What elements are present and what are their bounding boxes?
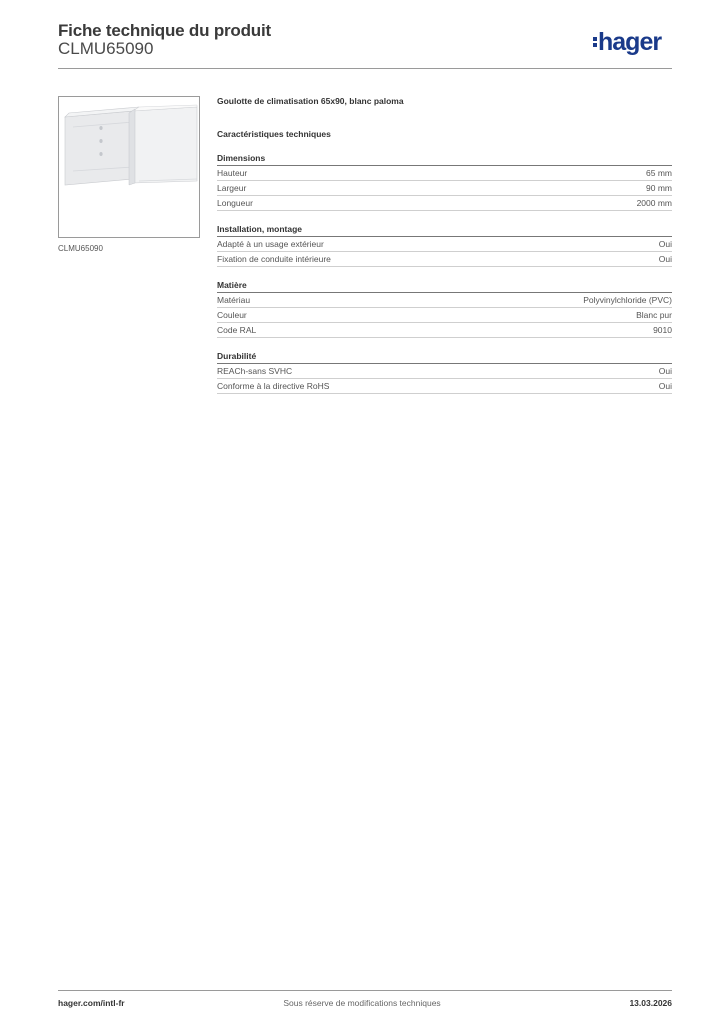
spec-label: Fixation de conduite intérieure (217, 254, 331, 264)
spec-row (217, 323, 672, 338)
spec-label: Adapté à un usage extérieur (217, 239, 324, 249)
section-title: Dimensions (217, 153, 672, 166)
footer-notice: Sous réserve de modifications techniques (283, 998, 441, 1008)
spec-row (217, 196, 672, 211)
website-link[interactable]: hager.com/intl-fr (58, 998, 125, 1008)
spec-label: Hauteur (217, 168, 248, 178)
spec-value: Oui (658, 381, 672, 391)
product-image (58, 96, 200, 238)
spec-row (217, 293, 672, 308)
spec-row (217, 308, 672, 323)
spec-value: Oui (658, 366, 672, 376)
hager-logo (593, 27, 661, 57)
technical-characteristics-heading: Caractéristiques techniques (217, 129, 331, 139)
product-description: Goulotte de climatisation 65x90, blanc paloma (217, 96, 404, 106)
section-durability (217, 351, 672, 394)
document-date: 13.03.2026 (629, 998, 672, 1008)
spec-row (217, 379, 672, 394)
section-title: Matière (217, 280, 672, 293)
spec-value: Oui (658, 254, 672, 264)
spec-value: 2000 mm (636, 198, 672, 208)
spec-label: Conforme à la directive RoHS (217, 381, 330, 391)
spec-label: Matériau (217, 295, 251, 305)
spec-label: Longueur (217, 198, 253, 208)
spec-value: 90 mm (646, 183, 672, 193)
document-title: Fiche technique du produit (58, 21, 271, 40)
product-details (217, 96, 672, 394)
spec-value: 65 mm (646, 168, 672, 178)
spec-row (217, 181, 672, 196)
logo-dots-icon (593, 36, 597, 48)
product-reference: CLMU65090 (58, 39, 154, 58)
spec-label: Largeur (217, 183, 247, 193)
spec-value: Oui (658, 239, 672, 249)
spec-row (217, 237, 672, 252)
spec-row (217, 166, 672, 181)
spec-value: Polyvinylchloride (PVC) (583, 295, 672, 305)
cable-duct-picture (59, 97, 199, 237)
spec-value: 9010 (653, 325, 672, 335)
spec-label: Code RAL (217, 325, 257, 335)
image-caption: CLMU65090 (58, 244, 103, 253)
section-installation (217, 224, 672, 267)
spec-row (217, 252, 672, 267)
spec-row (217, 364, 672, 379)
section-material (217, 280, 672, 338)
spec-label: REACh-sans SVHC (217, 366, 293, 376)
section-title: Durabilité (217, 351, 672, 364)
footer-divider (58, 990, 672, 991)
section-title: Installation, montage (217, 224, 672, 237)
logo-text: hager (598, 27, 662, 56)
spec-label: Couleur (217, 310, 247, 320)
section-dimensions (217, 153, 672, 211)
header-divider (58, 68, 672, 69)
spec-value: Blanc pur (636, 310, 672, 320)
